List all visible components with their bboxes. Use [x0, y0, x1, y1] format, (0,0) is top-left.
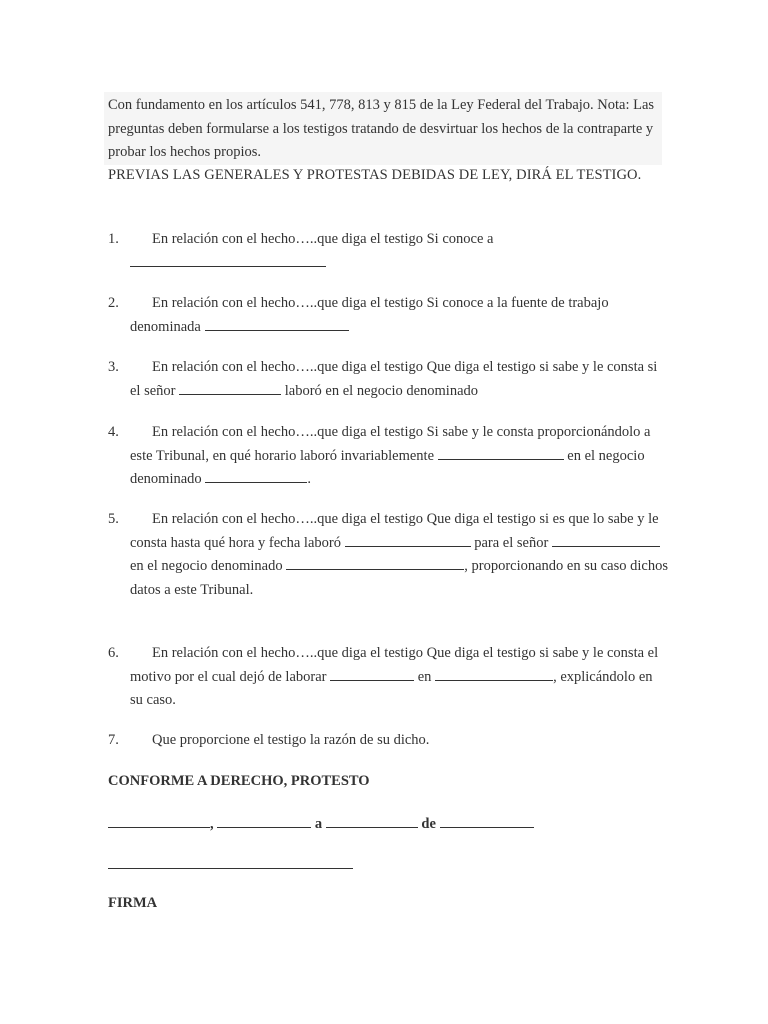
item-text-end: , proporcionando en su caso dichos datos a este Tribunal. — [130, 558, 668, 598]
date-line — [108, 812, 534, 836]
blank-line — [130, 254, 326, 267]
date-separator: , — [210, 816, 214, 832]
item-text: En relación con el hecho…..que diga el testigo Que diga el testigo si sabe y le consta el motivo por el cual dejó de laborar — [130, 645, 659, 685]
item-number: 1. — [108, 231, 119, 247]
item-text-end: , explicándolo en su caso. — [130, 668, 653, 708]
blank-line — [286, 557, 464, 570]
item-number: 4. — [108, 424, 119, 440]
question-item-5 — [108, 508, 668, 602]
date-word-de: de — [421, 816, 436, 832]
item-text: En relación con el hecho…..que diga el testigo Que diga el testigo si es que lo sabe y le consta hasta qué hora y fecha laboró — [130, 511, 659, 551]
question-item-3 — [108, 356, 668, 403]
question-item-1 — [108, 228, 668, 275]
blank-line — [108, 813, 210, 828]
item-number: 2. — [108, 295, 119, 311]
item-text-cont: en el negocio denominado — [130, 447, 645, 487]
blank-line — [435, 668, 553, 681]
item-text-end: . — [307, 471, 311, 487]
question-item-6 — [108, 642, 668, 713]
item-text: Que proporcione el testigo la razón de su dicho. — [152, 732, 430, 748]
intro-paragraph: Con fundamento en los artículos 541, 778, 813 y 815 de la Ley Federal del Trabajo. Nota: Las preguntas deben formularse a los testigos tratando de desvirtuar los hechos de la contraparte y probar los hechos propios. — [104, 92, 662, 165]
blank-line — [205, 470, 307, 483]
blank-line — [326, 813, 418, 828]
item-number: 5. — [108, 511, 119, 527]
blank-line — [552, 534, 660, 547]
blank-line — [438, 447, 564, 460]
blank-line — [330, 668, 414, 681]
blank-line — [345, 534, 471, 547]
blank-line — [217, 813, 311, 828]
question-item-7 — [108, 729, 668, 753]
blank-line — [179, 382, 281, 395]
item-text-cont2: en el negocio denominado — [130, 558, 283, 574]
item-text-cont: en — [417, 668, 432, 685]
question-item-4 — [108, 421, 668, 492]
item-number: 7. — [108, 732, 119, 748]
blank-line — [440, 813, 534, 828]
date-word-a: a — [314, 816, 323, 832]
item-number: 3. — [108, 359, 119, 375]
item-text: En relación con el hecho…..que diga el testigo Si conoce a — [152, 231, 494, 247]
blank-line — [205, 318, 349, 331]
firma-label: FIRMA — [108, 895, 158, 911]
item-text: En relación con el hecho…..que diga el testigo Si sabe y le consta proporcionándolo a este Tribunal, en qué horario laboró invariablemente — [130, 424, 651, 464]
closing-protesto: CONFORME A DERECHO, PROTESTO — [108, 773, 370, 789]
item-number: 6. — [108, 645, 119, 661]
item-text-cont: para el señor — [474, 534, 549, 551]
signature-line — [108, 868, 353, 869]
item-text: En relación con el hecho…..que diga el testigo Si conoce a la fuente de trabajo denominada — [130, 295, 609, 335]
question-item-2 — [108, 292, 668, 339]
item-text-cont: laboró en el negocio denominado — [284, 382, 479, 399]
item-text: En relación con el hecho…..que diga el testigo Que diga el testigo si sabe y le consta si el señor — [130, 359, 658, 399]
previas-heading: PREVIAS LAS GENERALES Y PROTESTAS DEBIDAS DE LEY, DIRÁ EL TESTIGO. — [108, 167, 642, 183]
